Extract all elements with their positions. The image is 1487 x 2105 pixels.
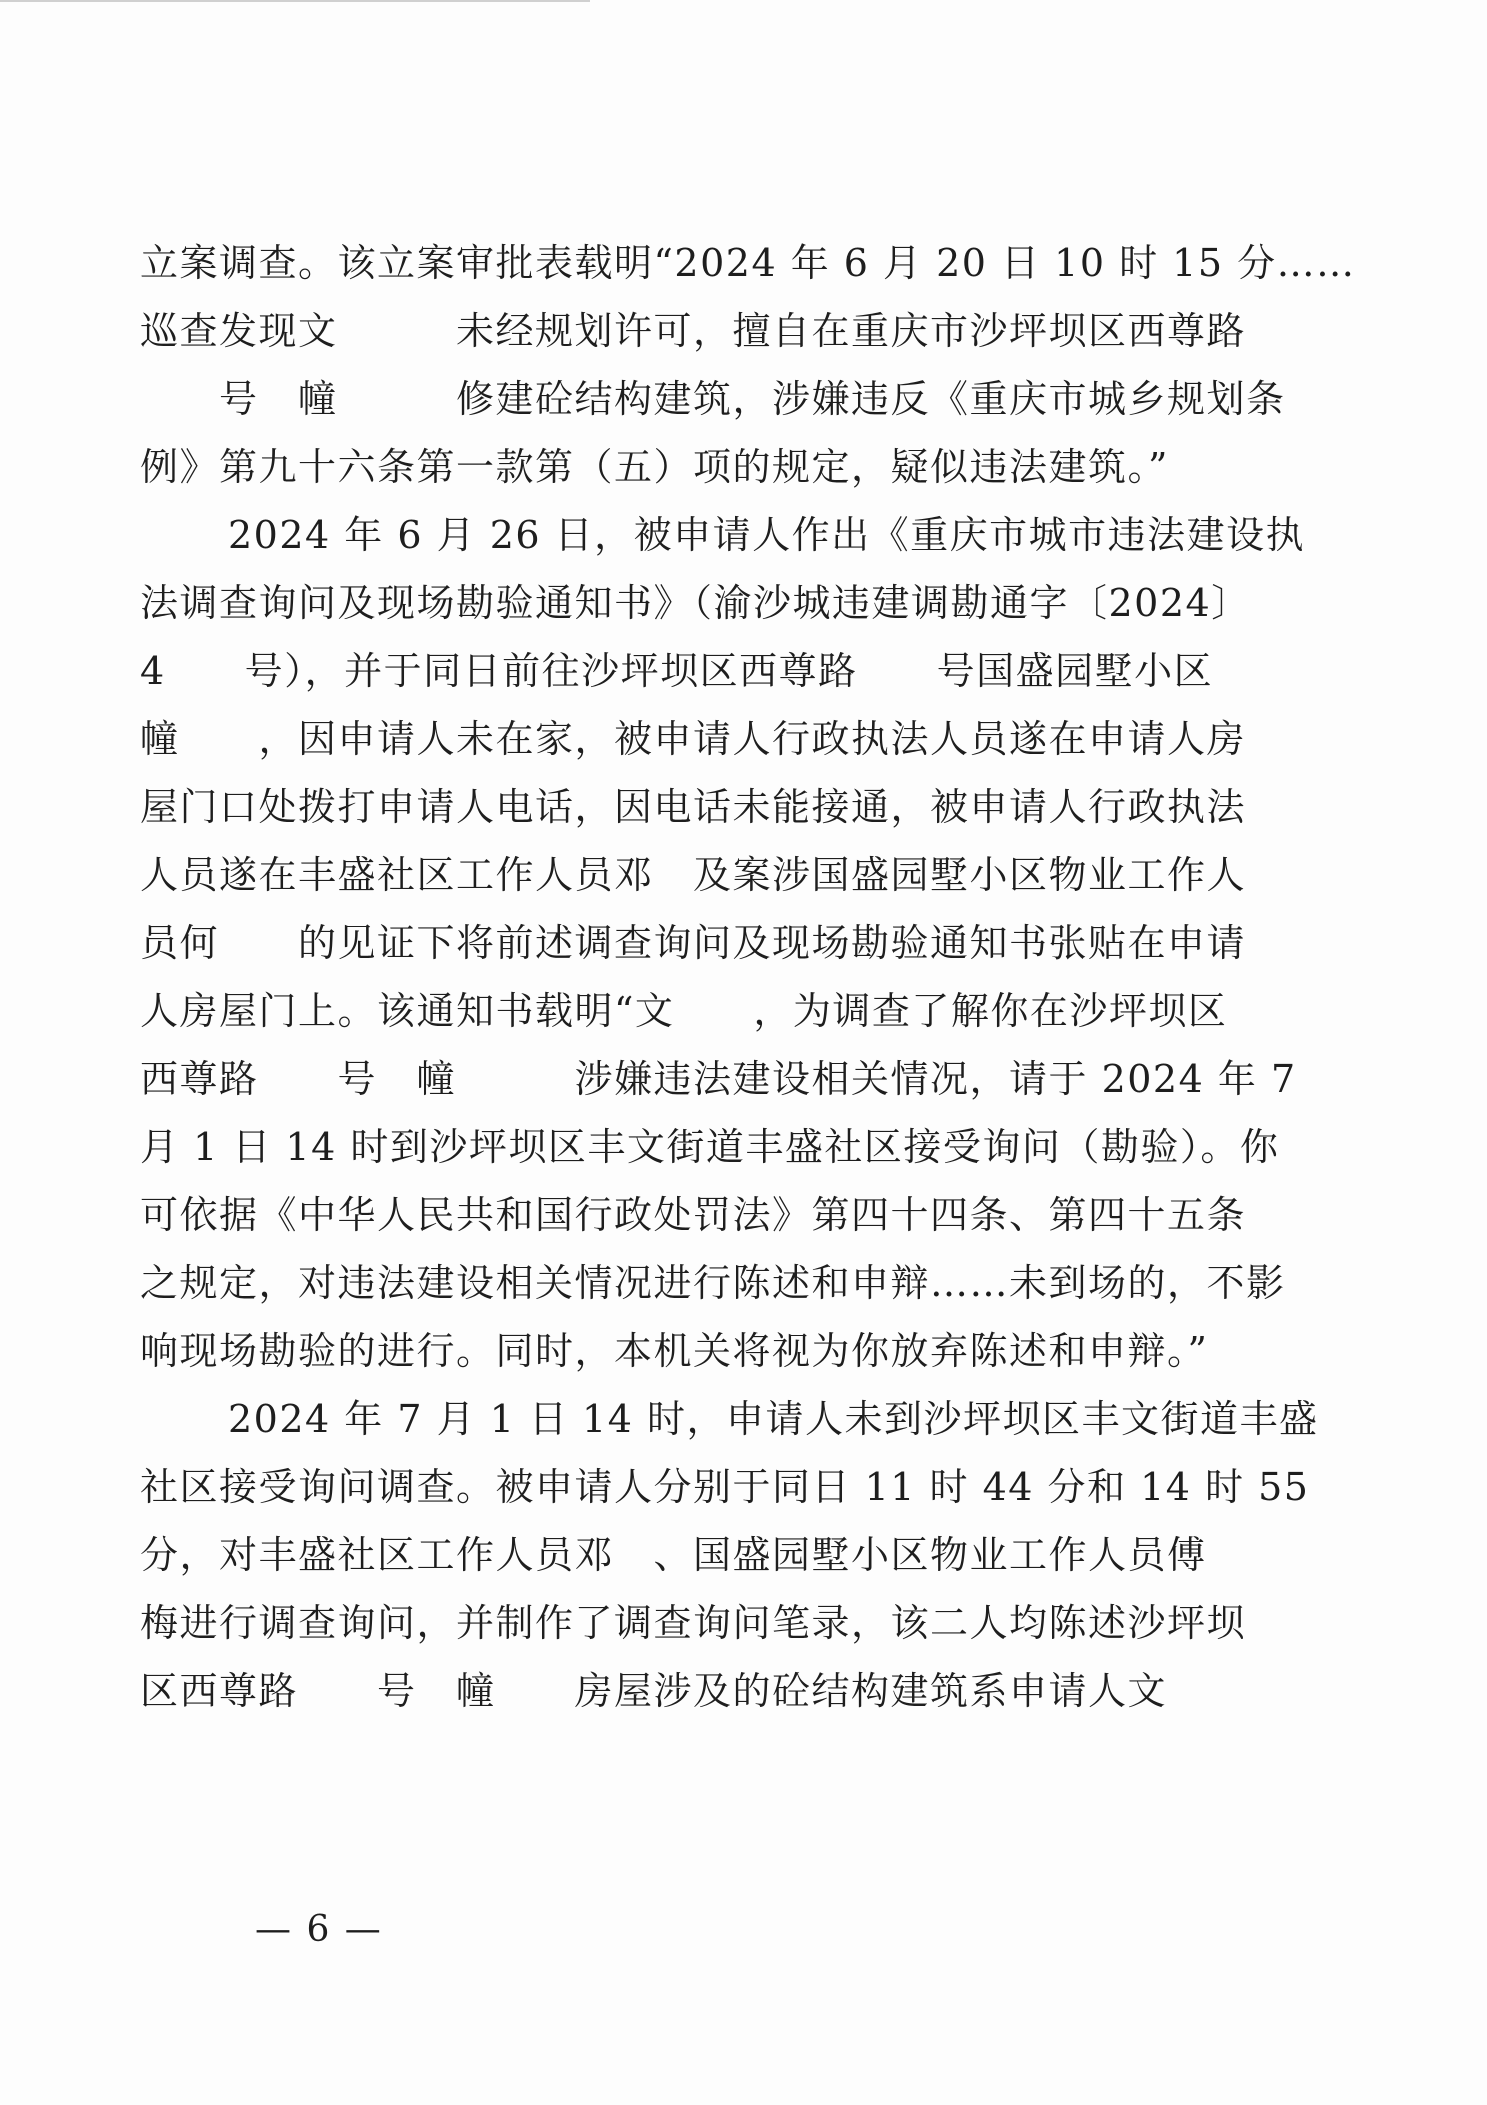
text-line-9: 屋门口处拨打申请人电话，因电话未能接通，被申请人行政执法: [140, 785, 1247, 829]
text-line-16: 之规定，对违法建设相关情况进行陈述和申辩……未到场的，不影: [140, 1261, 1286, 1305]
text-line-10: 人员遂在丰盛社区工作人员邓 及案涉国盛园墅小区物业工作人: [140, 853, 1247, 897]
text-line-3: 号 幢 修建砼结构建筑，涉嫌违反《重庆市城乡规划条: [140, 377, 1286, 421]
text-line-7: 4 号），并于同日前往沙坪坝区西尊路 号国盛园墅小区: [140, 649, 1214, 693]
text-line-4: 例》第九十六条第一款第（五）项的规定，疑似违法建筑。”: [140, 445, 1169, 489]
text-line-17: 响现场勘验的进行。同时，本机关将视为你放弃陈述和申辩。”: [140, 1329, 1209, 1373]
text-line-20: 分，对丰盛社区工作人员邓 、国盛园墅小区物业工作人员傅: [140, 1533, 1207, 1577]
text-line-22: 区西尊路 号 幢 房屋涉及的砼结构建筑系申请人文: [140, 1669, 1168, 1713]
text-line-21: 梅进行调查询问，并制作了调查询问笔录，该二人均陈述沙坪坝: [140, 1601, 1247, 1645]
text-line-5: 2024 年 6 月 26 日，被申请人作出《重庆市城市违法建设执: [228, 513, 1306, 557]
scan-edge-line: [0, 0, 590, 2]
text-line-15: 可依据《中华人民共和国行政处罚法》第四十四条、第四十五条: [140, 1193, 1247, 1237]
page-number: — 6 —: [255, 1909, 383, 1950]
text-line-2: 巡查发现文 未经规划许可，擅自在重庆市沙坪坝区西尊路: [140, 309, 1247, 353]
text-line-19: 社区接受询问调查。被申请人分别于同日 11 时 44 分和 14 时 55: [140, 1465, 1310, 1509]
text-line-11: 员何 的见证下将前述调查询问及现场勘验通知书张贴在申请: [140, 921, 1247, 965]
text-line-12: 人房屋门上。该通知书载明“文 ，为调查了解你在沙坪坝区: [140, 989, 1228, 1033]
text-line-1: 立案调查。该立案审批表载明“2024 年 6 月 20 日 10 时 15 分……: [140, 241, 1356, 285]
text-line-14: 月 1 日 14 时到沙坪坝区丰文街道丰盛社区接受询问（勘验）。你: [140, 1125, 1280, 1169]
text-line-8: 幢 ，因申请人未在家，被申请人行政执法人员遂在申请人房: [140, 717, 1247, 761]
text-line-6: 法调查询问及现场勘验通知书》（渝沙城违建调勘通字〔2024〕: [140, 581, 1251, 625]
text-line-18: 2024 年 7 月 1 日 14 时，申请人未到沙坪坝区丰文街道丰盛: [228, 1397, 1319, 1441]
text-line-13: 西尊路 号 幢 涉嫌违法建设相关情况，请于 2024 年 7: [140, 1057, 1297, 1101]
